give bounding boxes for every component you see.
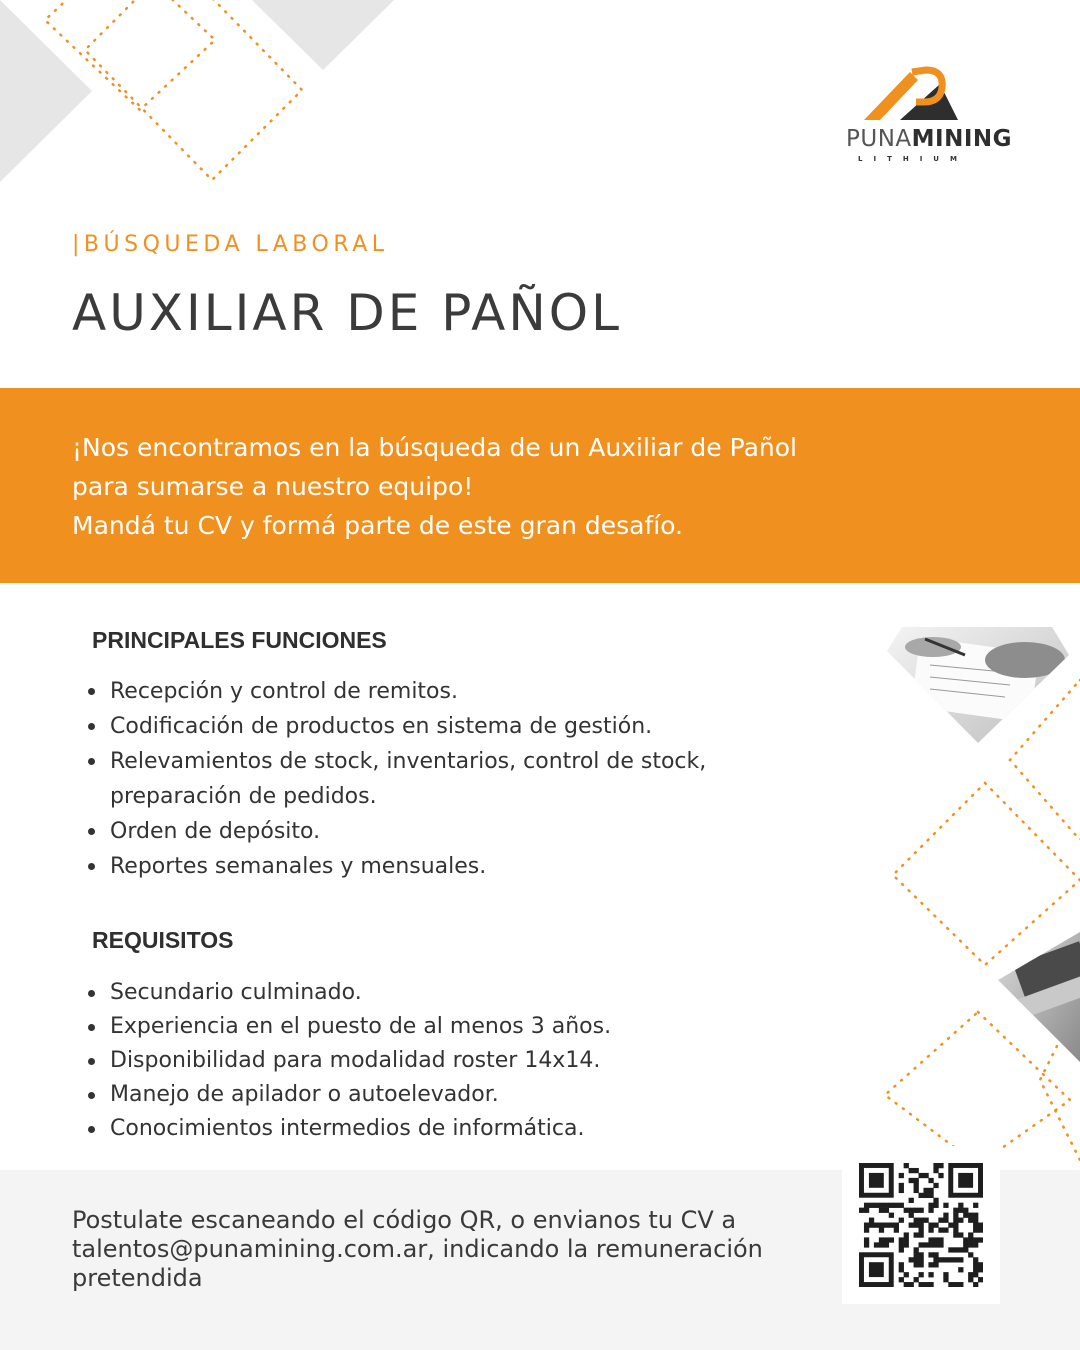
logo-word-mining: MINING [911, 126, 1013, 152]
list-item: Experiencia en el puesto de al menos 3 años. [84, 1010, 824, 1044]
requisitos-heading: REQUISITOS [92, 927, 234, 953]
mountain-logo-icon [840, 62, 1010, 132]
puna-mining-logo [840, 62, 1013, 172]
intro-text [72, 428, 972, 545]
list-item: Secundario culminado. [84, 976, 824, 1010]
list-item: Codificación de productos en sistema de gestión. [84, 709, 824, 744]
list-item: Reportes semanales y mensuales. [84, 849, 824, 884]
page-title: AUXILIAR DE PAÑOL [72, 284, 622, 342]
intro-banner [0, 388, 1080, 583]
logo-subtitle: LITHIUM [858, 155, 968, 163]
list-item: Disponibilidad para modalidad roster 14x14. [84, 1044, 824, 1078]
logo-word-puna: PUNA [846, 126, 912, 152]
laptop-photo [998, 932, 1080, 1062]
list-item: Orden de depósito. [84, 814, 824, 849]
hands-writing-photo [885, 625, 1071, 745]
qr-finder-pattern [861, 1165, 891, 1195]
list-item: Relevamientos de stock, inventarios, control de stock, preparación de pedidos. [84, 744, 824, 814]
logo-wordmark [846, 126, 1012, 152]
intro-line: para sumarse a nuestro equipo! [72, 472, 474, 501]
list-item: Conocimientos intermedios de informática. [84, 1112, 824, 1146]
qr-finder-pattern [861, 1255, 891, 1285]
top-left-gray-triangles [0, 0, 394, 182]
list-item: Manejo de apilador o autoelevador. [84, 1078, 824, 1112]
funciones-list [84, 674, 824, 884]
section-kicker: |BÚSQUEDA LABORAL [72, 232, 389, 257]
requisitos-list [84, 976, 824, 1146]
right-dotted-diamonds [885, 680, 1080, 1165]
funciones-heading: PRINCIPALES FUNCIONES [92, 627, 387, 653]
qr-code[interactable] [859, 1163, 983, 1287]
intro-line: Mandá tu CV y formá parte de este gran desafío. [72, 511, 683, 540]
qr-code-box [842, 1146, 1000, 1304]
list-item: Recepción y control de remitos. [84, 674, 824, 709]
qr-finder-pattern [951, 1165, 981, 1195]
apply-instructions: Postulate escaneando el código QR, o envianos tu CV a talentos@punamining.com.ar, indicando la remuneración pretendida [72, 1206, 763, 1292]
intro-line: ¡Nos encontramos en la búsqueda de un Auxiliar de Pañol [72, 433, 797, 462]
